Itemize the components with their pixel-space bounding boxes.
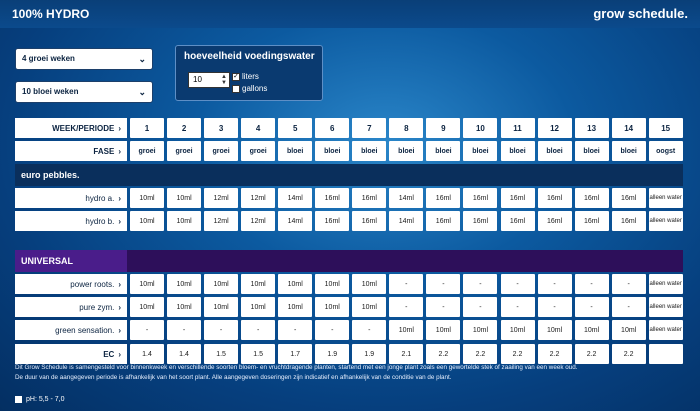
dose-cell: 14ml xyxy=(278,211,312,231)
spinner-icon[interactable]: ▲ ▼ xyxy=(221,74,227,86)
ec-cell: 2.2 xyxy=(538,344,572,364)
chevron-right-icon: › xyxy=(118,302,121,312)
ec-cell: 2.2 xyxy=(575,344,609,364)
dose-cell: 10ml xyxy=(130,188,164,208)
phase-cell: groei xyxy=(241,141,275,161)
product-label-text: hydro b. xyxy=(85,216,115,226)
dose-cell: 14ml xyxy=(278,188,312,208)
dose-cell: 16ml xyxy=(501,211,535,231)
dose-cell: 16ml xyxy=(352,211,386,231)
phase-cell: bloei xyxy=(352,141,386,161)
dose-cell: 10ml xyxy=(278,297,312,317)
chevron-down-icon: ⌄ xyxy=(138,87,146,97)
dose-cell: 16ml xyxy=(426,188,460,208)
dose-cell: - xyxy=(426,297,460,317)
dose-cell: 10ml xyxy=(501,320,535,340)
dose-cell: - xyxy=(130,320,164,340)
phase-cell: bloei xyxy=(501,141,535,161)
dose-cell: 10ml xyxy=(538,320,572,340)
week-number: 7 xyxy=(352,118,386,138)
week-number: 13 xyxy=(575,118,609,138)
section-title: euro pebbles. xyxy=(21,170,80,180)
phase-cell: bloei xyxy=(278,141,312,161)
dose-cell: 10ml xyxy=(352,274,386,294)
dose-cell: - xyxy=(501,274,535,294)
week-label xyxy=(15,118,127,138)
dose-cell: 14ml xyxy=(389,211,423,231)
phase-cell: bloei xyxy=(575,141,609,161)
ec-cell: 1.4 xyxy=(130,344,164,364)
gallons-checkbox[interactable] xyxy=(232,85,240,93)
week-number: 3 xyxy=(204,118,238,138)
product-label xyxy=(15,211,127,231)
water-amount-title: hoeveelheid voedingswater xyxy=(184,51,315,62)
ph-text: pH: 5,5 - 7,0 xyxy=(26,396,65,403)
phase-cell: bloei xyxy=(538,141,572,161)
dose-cell: - xyxy=(389,297,423,317)
dose-cell: - xyxy=(501,297,535,317)
chevron-right-icon: › xyxy=(118,279,121,289)
dose-cell: 10ml xyxy=(167,211,201,231)
ec-cell: 1.7 xyxy=(278,344,312,364)
phase-cell: groei xyxy=(204,141,238,161)
dose-cell: 10ml xyxy=(426,320,460,340)
week-number: 5 xyxy=(278,118,312,138)
phase-label xyxy=(15,141,127,161)
dose-cell: 10ml xyxy=(389,320,423,340)
dose-cell: 10ml xyxy=(167,188,201,208)
ec-label-text: EC xyxy=(103,349,115,359)
dose-cell: 12ml xyxy=(204,188,238,208)
ec-cell: 2.1 xyxy=(389,344,423,364)
week-number: 14 xyxy=(612,118,646,138)
dose-cell: 12ml xyxy=(204,211,238,231)
dose-cell: - xyxy=(538,274,572,294)
phase-cell: groei xyxy=(130,141,164,161)
dose-cell: 10ml xyxy=(241,297,275,317)
dose-cell: 12ml xyxy=(241,211,275,231)
chevron-right-icon: › xyxy=(118,146,121,156)
dose-cell: 10ml xyxy=(315,297,349,317)
dose-cell: 10ml xyxy=(352,297,386,317)
week-number: 4 xyxy=(241,118,275,138)
dose-cell: - xyxy=(204,320,238,340)
dose-cell: - xyxy=(538,297,572,317)
dose-cell: 16ml xyxy=(315,188,349,208)
chevron-right-icon: › xyxy=(118,123,121,133)
phase-cell: bloei xyxy=(389,141,423,161)
ph-legend xyxy=(15,396,65,403)
phase-cell: oogst xyxy=(649,141,683,161)
chevron-right-icon: › xyxy=(118,325,121,335)
phase-cell: bloei xyxy=(315,141,349,161)
liters-option[interactable] xyxy=(232,72,259,81)
product-label xyxy=(15,274,127,294)
liters-label: liters xyxy=(242,72,259,81)
phase-label-text: FASE xyxy=(93,146,115,156)
brand-logo: grow schedule. xyxy=(593,6,688,21)
dose-cell: alleen water xyxy=(649,320,683,340)
product-label-text: power roots. xyxy=(70,279,115,289)
ec-cell: 1.5 xyxy=(241,344,275,364)
week-number: 15 xyxy=(649,118,683,138)
chevron-right-icon: › xyxy=(118,193,121,203)
dose-cell: 16ml xyxy=(575,211,609,231)
dose-cell: alleen water xyxy=(649,211,683,231)
ph-marker xyxy=(15,396,22,403)
week-label-text: WEEK/PERIODE xyxy=(52,123,115,133)
dose-cell: - xyxy=(278,320,312,340)
dose-cell: - xyxy=(426,274,460,294)
week-number: 8 xyxy=(389,118,423,138)
product-label-text: green sensation. xyxy=(55,325,115,335)
dose-cell: 10ml xyxy=(463,320,497,340)
dose-cell: 10ml xyxy=(278,274,312,294)
product-label-text: pure zym. xyxy=(79,302,115,312)
week-number: 6 xyxy=(315,118,349,138)
product-label-text: hydro a. xyxy=(85,193,115,203)
phase-cell: bloei xyxy=(463,141,497,161)
dose-cell: - xyxy=(575,297,609,317)
bloom-weeks-value: 10 bloei weken xyxy=(22,87,79,96)
phase-cell: bloei xyxy=(426,141,460,161)
water-amount-panel xyxy=(175,45,323,101)
dose-cell: - xyxy=(575,274,609,294)
product-label xyxy=(15,188,127,208)
ec-cell: 2.2 xyxy=(463,344,497,364)
phase-cell: groei xyxy=(167,141,201,161)
bloom-weeks-select[interactable] xyxy=(15,81,153,103)
dose-cell: 10ml xyxy=(130,297,164,317)
chevron-down-icon: ⌄ xyxy=(138,54,146,64)
chevron-right-icon: › xyxy=(118,216,121,226)
app-title: 100% HYDRO xyxy=(12,7,90,21)
dose-cell: 10ml xyxy=(130,274,164,294)
product-label xyxy=(15,320,127,340)
dose-cell: 16ml xyxy=(612,211,646,231)
ec-cell: 1.5 xyxy=(204,344,238,364)
grow-weeks-select[interactable] xyxy=(15,48,153,70)
dose-cell: 10ml xyxy=(612,320,646,340)
section-header xyxy=(15,164,683,186)
ec-cell xyxy=(649,344,683,364)
ec-cell: 1.9 xyxy=(315,344,349,364)
dose-cell: - xyxy=(463,297,497,317)
section-header xyxy=(15,250,683,272)
dose-cell: 16ml xyxy=(426,211,460,231)
phase-cell: bloei xyxy=(612,141,646,161)
dose-cell: alleen water xyxy=(649,274,683,294)
footer-notes xyxy=(15,363,685,383)
ec-cell: 1.4 xyxy=(167,344,201,364)
dose-cell: alleen water xyxy=(649,188,683,208)
chevron-right-icon: › xyxy=(118,349,121,359)
footer-line-2: De duur van de aangegeven periode is afhankelijk van het soort plant. Alle aangegeven doseringen zijn indicatief en afhankelijk van de conditie van de plant. xyxy=(15,374,452,381)
week-number: 12 xyxy=(538,118,572,138)
dose-cell: 16ml xyxy=(575,188,609,208)
dose-cell: 16ml xyxy=(538,211,572,231)
dose-cell: 16ml xyxy=(538,188,572,208)
ec-cell: 1.9 xyxy=(352,344,386,364)
dose-cell: - xyxy=(389,274,423,294)
dose-cell: - xyxy=(315,320,349,340)
section-title: UNIVERSAL xyxy=(15,250,127,272)
dose-cell: 10ml xyxy=(315,274,349,294)
dose-cell: alleen water xyxy=(649,297,683,317)
week-number: 9 xyxy=(426,118,460,138)
water-amount-input[interactable]: 10 ▲ ▼ xyxy=(188,72,230,88)
grow-weeks-value: 4 groei weken xyxy=(22,54,75,63)
week-number: 1 xyxy=(130,118,164,138)
dose-cell: - xyxy=(241,320,275,340)
gallons-option[interactable] xyxy=(232,84,267,93)
dose-cell: 10ml xyxy=(167,274,201,294)
ec-cell: 2.2 xyxy=(426,344,460,364)
dose-cell: - xyxy=(612,274,646,294)
dose-cell: 14ml xyxy=(389,188,423,208)
dose-cell: 10ml xyxy=(130,211,164,231)
week-number: 2 xyxy=(167,118,201,138)
dose-cell: 16ml xyxy=(501,188,535,208)
dose-cell: 16ml xyxy=(352,188,386,208)
week-number: 10 xyxy=(463,118,497,138)
dose-cell: 10ml xyxy=(204,297,238,317)
ec-cell: 2.2 xyxy=(501,344,535,364)
ec-cell: 2.2 xyxy=(612,344,646,364)
dose-cell: 10ml xyxy=(241,274,275,294)
dose-cell: 16ml xyxy=(315,211,349,231)
week-number: 11 xyxy=(501,118,535,138)
liters-checkbox[interactable]: ✓ xyxy=(233,72,239,80)
dose-cell: 10ml xyxy=(204,274,238,294)
dose-cell: - xyxy=(167,320,201,340)
dose-cell: - xyxy=(463,274,497,294)
dose-cell: - xyxy=(612,297,646,317)
product-label xyxy=(15,297,127,317)
dose-cell: 16ml xyxy=(612,188,646,208)
ec-label xyxy=(15,344,127,364)
footer-line-1: Dit Grow Schedule is samengesteld voor binnenkweek en verschillende soorten bloem- en vruchtdragende planten, startend met een jonge plant zoals een gewortelde stek of zaailing van een week oud. xyxy=(15,364,578,371)
dose-cell: 16ml xyxy=(463,188,497,208)
top-bar xyxy=(0,0,700,28)
dose-cell: 10ml xyxy=(575,320,609,340)
gallons-label: gallons xyxy=(242,84,268,93)
dose-cell: - xyxy=(352,320,386,340)
dose-cell: 16ml xyxy=(463,211,497,231)
dose-cell: 10ml xyxy=(167,297,201,317)
dose-cell: 12ml xyxy=(241,188,275,208)
